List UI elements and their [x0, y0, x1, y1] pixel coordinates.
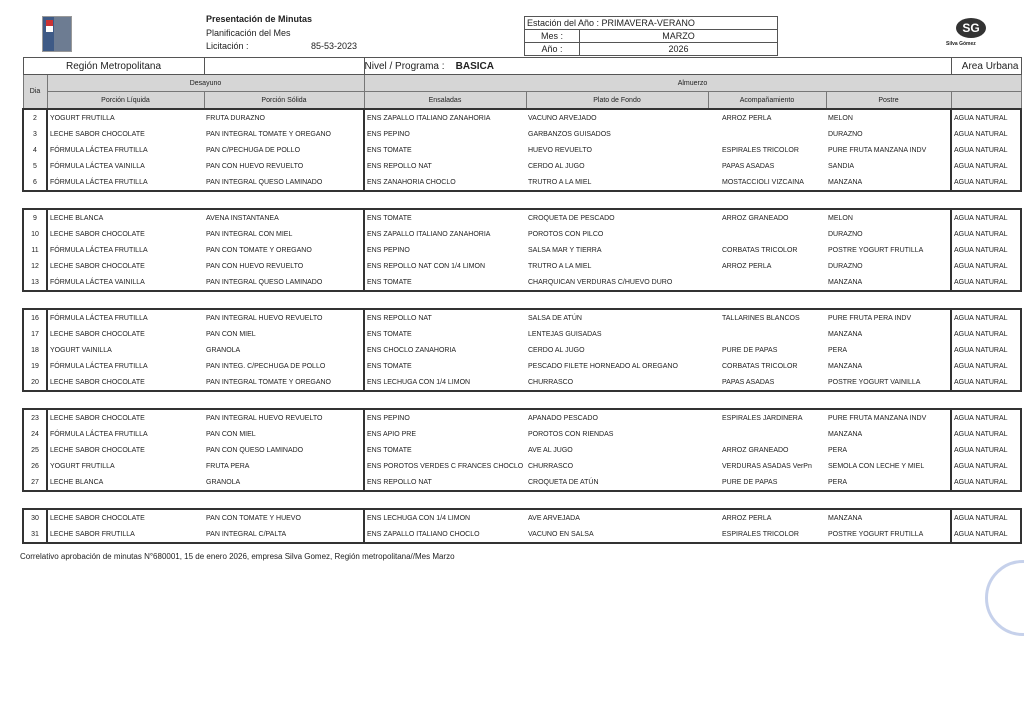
acomp-cell: PURE DE PAPAS: [708, 474, 826, 491]
liquida-cell: FÓRMULA LÁCTEA FRUTILLA: [50, 246, 148, 254]
liquida-cell: FÓRMULA LÁCTEA FRUTILLA: [50, 362, 148, 370]
day-cell: 9: [23, 209, 47, 226]
postre-cell: PERA: [826, 342, 951, 358]
postre-cell: MANZANA: [826, 326, 951, 342]
bebida-cell: AGUA NATURAL: [951, 226, 1021, 242]
anio-label: Año :: [525, 43, 580, 55]
postre-cell: DURAZNO: [826, 226, 951, 242]
week-gap: [23, 291, 1021, 309]
postre-cell: POSTRE YOGURT FRUTILLA: [826, 526, 951, 543]
table-row: [23, 274, 1021, 291]
col-bebida: [951, 92, 1021, 110]
day-cell: 11: [23, 242, 47, 258]
fondo-cell: AVE AL JUGO: [528, 446, 573, 454]
ensalada-cell: ENS TOMATE: [367, 330, 412, 338]
liquida-cell: FÓRMULA LÁCTEA VAINILLA: [50, 162, 145, 170]
acomp-cell: ARROZ PERLA: [722, 262, 772, 270]
ensalada-cell: ENS ZAPALLO ITALIANO ZANAHORIA: [364, 109, 526, 126]
table-row: [23, 258, 1021, 274]
table-row: [23, 509, 1021, 526]
postre-cell: MANZANA: [826, 358, 951, 374]
day-cell: 24: [23, 426, 47, 442]
gap-cell: [23, 191, 1021, 209]
fondo-cell: TRUTRO A LA MIEL: [526, 174, 708, 191]
ensalada-cell: ENS CHOCLO ZANAHORIA: [367, 346, 457, 354]
liquida-cell: FÓRMULA LÁCTEA FRUTILLA: [50, 430, 148, 438]
day-cell: 10: [23, 226, 47, 242]
fondo-cell: CROQUETA DE PESCADO: [526, 209, 708, 226]
ensalada-cell: ENS PEPINO: [367, 130, 410, 138]
bebida-cell: AGUA NATURAL: [951, 474, 1021, 491]
bebida-cell: AGUA NATURAL: [951, 526, 1021, 543]
table-row: [23, 158, 1021, 174]
ensalada-cell: ENS TOMATE: [364, 274, 526, 291]
solida-cell: PAN INTEG. C/PECHUGA DE POLLO: [204, 358, 364, 374]
ensalada-cell: ENS APIO PRE: [367, 430, 417, 438]
solida-cell: PAN CON TOMATE Y OREGANO: [204, 242, 364, 258]
day-cell: 26: [23, 458, 47, 474]
day-cell: 2: [23, 109, 47, 126]
postre-cell: MELON: [826, 209, 951, 226]
bebida-cell: AGUA NATURAL: [951, 409, 1021, 426]
gap-cell: [23, 391, 1021, 409]
day-cell: 17: [23, 326, 47, 342]
bebida-cell: AGUA NATURAL: [951, 509, 1021, 526]
solida-cell: PAN INTEGRAL C/PALTA: [204, 526, 364, 543]
anio-value: 2026: [668, 44, 689, 54]
gap-cell: [23, 291, 1021, 309]
fondo-cell: SALSA MAR Y TIERRA: [528, 246, 602, 254]
solida-cell: PAN CON HUEVO REVUELTO: [204, 258, 364, 274]
postre-cell: MANZANA: [826, 274, 951, 291]
bebida-cell: AGUA NATURAL: [951, 342, 1021, 358]
bebida-cell: AGUA NATURAL: [951, 458, 1021, 474]
bebida-cell: AGUA NATURAL: [951, 309, 1021, 326]
liquida-cell: LECHE SABOR CHOCOLATE: [47, 374, 204, 391]
bebida-cell: AGUA NATURAL: [951, 358, 1021, 374]
table-row: [23, 126, 1021, 142]
postre-cell: PERA: [826, 474, 951, 491]
postre-cell: PURE FRUTA MANZANA INDV: [826, 142, 951, 158]
gap-cell: [23, 491, 1021, 509]
table-row: [23, 442, 1021, 458]
day-cell: 30: [23, 509, 47, 526]
liquida-cell: LECHE SABOR FRUTILLA: [47, 526, 204, 543]
mes-label: Mes :: [525, 30, 580, 42]
ensalada-cell: ENS ZAPALLO ITALIANO CHOCLO: [364, 526, 526, 543]
acomp-cell: VERDURAS ASADAS VerPn: [722, 462, 812, 470]
table-row: [23, 309, 1021, 326]
solida-cell: PAN INTEGRAL TOMATE Y OREGANO: [204, 126, 364, 142]
solida-cell: PAN CON HUEVO REVUELTO: [204, 158, 364, 174]
solida-cell: PAN CON MIEL: [204, 426, 364, 442]
liquida-cell: YOGURT VAINILLA: [50, 346, 112, 354]
acomp-cell: ESPIRALES TRICOLOR: [708, 526, 826, 543]
day-cell: 19: [23, 358, 47, 374]
fondo-cell: POROTOS CON PILCO: [528, 230, 604, 238]
bebida-cell: AGUA NATURAL: [951, 426, 1021, 442]
bebida-cell: AGUA NATURAL: [951, 442, 1021, 458]
ensalada-cell: ENS PEPINO: [367, 246, 410, 254]
col-fondo: Plato de Fondo: [526, 92, 708, 110]
solida-cell: PAN INTEGRAL QUESO LAMINADO: [204, 274, 364, 291]
licitacion-label: Licitación :: [206, 41, 249, 51]
day-cell: 12: [23, 258, 47, 274]
fondo-cell: POROTOS CON RIENDAS: [528, 430, 614, 438]
liquida-cell: LECHE SABOR CHOCOLATE: [47, 409, 204, 426]
table-row: [23, 358, 1021, 374]
fondo-cell: VACUNO ARVEJADO: [526, 109, 708, 126]
day-cell: 25: [23, 442, 47, 458]
liquida-cell: YOGURT FRUTILLA: [50, 462, 115, 470]
acomp-cell: ARROZ PERLA: [708, 509, 826, 526]
ensalada-cell: ENS TOMATE: [367, 146, 412, 154]
fondo-cell: CHURRASCO: [528, 462, 574, 470]
liquida-cell: FÓRMULA LÁCTEA FRUTILLA: [50, 146, 148, 154]
table-row: [23, 142, 1021, 158]
acomp-cell: ESPIRALES JARDINERA: [708, 409, 826, 426]
bebida-cell: AGUA NATURAL: [951, 374, 1021, 391]
liquida-cell: LECHE SABOR CHOCOLATE: [50, 262, 145, 270]
table-row: [23, 326, 1021, 342]
day-cell: 4: [23, 142, 47, 158]
day-cell: 23: [23, 409, 47, 426]
postre-cell: SANDIA: [826, 158, 951, 174]
mes-value: MARZO: [662, 31, 695, 41]
acomp-cell: PAPAS ASADAS: [708, 374, 826, 391]
area-label: Area Urbana: [951, 58, 1021, 75]
table-row: [23, 474, 1021, 491]
day-cell: 3: [23, 126, 47, 142]
acomp-cell: ARROZ GRANEADO: [722, 446, 789, 454]
bebida-cell: AGUA NATURAL: [951, 242, 1021, 258]
day-cell: 18: [23, 342, 47, 358]
postre-cell: DURAZNO: [826, 258, 951, 274]
bebida-cell: AGUA NATURAL: [951, 142, 1021, 158]
week-gap: [23, 391, 1021, 409]
liquida-cell: LECHE SABOR CHOCOLATE: [50, 130, 145, 138]
liquida-cell: LECHE BLANCA: [47, 474, 204, 491]
region-label: Región Metropolitana: [23, 58, 204, 75]
ensalada-cell: ENS REPOLLO NAT CON 1/4 LIMON: [367, 262, 485, 270]
fondo-cell: LENTEJAS GUISADAS: [528, 330, 602, 338]
day-cell: 16: [23, 309, 47, 326]
solida-cell: PAN INTEGRAL TOMATE Y OREGANO: [204, 374, 364, 391]
liquida-cell: LECHE BLANCA: [47, 209, 204, 226]
liquida-cell: LECHE SABOR CHOCOLATE: [50, 446, 145, 454]
col-desayuno: Desayuno: [47, 75, 364, 92]
ensalada-cell: ENS TOMATE: [367, 362, 412, 370]
liquida-cell: YOGURT FRUTILLA: [47, 109, 204, 126]
company-logo-caption: Silva Gómez: [946, 41, 976, 47]
fondo-cell: VACUNO EN SALSA: [526, 526, 708, 543]
fondo-cell: CHARQUICAN VERDURAS C/HUEVO DURO: [526, 274, 708, 291]
postre-cell: MELON: [826, 109, 951, 126]
acomp-cell: [708, 426, 826, 442]
acomp-cell: [708, 326, 826, 342]
ensalada-cell: ENS POROTOS VERDES C FRANCES CHOCLO: [367, 462, 524, 470]
bebida-cell: AGUA NATURAL: [951, 258, 1021, 274]
fondo-cell: CROQUETA DE ATÚN: [526, 474, 708, 491]
postre-cell: SEMOLA CON LECHE Y MIEL: [826, 458, 951, 474]
bebida-cell: AGUA NATURAL: [951, 326, 1021, 342]
liquida-cell: FÓRMULA LÁCTEA VAINILLA: [47, 274, 204, 291]
solida-cell: FRUTA PERA: [204, 458, 364, 474]
solida-cell: AVENA INSTANTANEA: [204, 209, 364, 226]
acomp-cell: [708, 274, 826, 291]
solida-cell: PAN CON TOMATE Y HUEVO: [204, 509, 364, 526]
solida-cell: GRANOLA: [204, 474, 364, 491]
liquida-cell: FÓRMULA LÁCTEA FRUTILLA: [47, 174, 204, 191]
nivel-label: Nivel / Programa :: [364, 60, 445, 72]
week-gap: [23, 191, 1021, 209]
day-cell: 5: [23, 158, 47, 174]
solida-cell: PAN CON MIEL: [204, 326, 364, 342]
col-almuerzo: Almuerzo: [364, 75, 1021, 92]
bebida-cell: AGUA NATURAL: [951, 174, 1021, 191]
day-cell: 6: [23, 174, 47, 191]
postre-cell: MANZANA: [826, 174, 951, 191]
day-cell: 20: [23, 374, 47, 391]
fondo-cell: AVE ARVEJADA: [526, 509, 708, 526]
fondo-cell: HUEVO REVUELTO: [528, 146, 592, 154]
ensalada-cell: ENS ZAPALLO ITALIANO ZANAHORIA: [367, 230, 491, 238]
col-dia: Dia: [23, 75, 47, 110]
table-row: [23, 174, 1021, 191]
day-cell: 27: [23, 474, 47, 491]
acomp-cell: CORBATAS TRICOLOR: [722, 362, 798, 370]
col-liquida: Porción Líquida: [47, 92, 204, 110]
solida-cell: PAN C/PECHUGA DE POLLO: [204, 142, 364, 158]
table-row: [23, 226, 1021, 242]
acomp-cell: TALLARINES BLANCOS: [708, 309, 826, 326]
bebida-cell: AGUA NATURAL: [951, 109, 1021, 126]
solida-cell: PAN INTEGRAL QUESO LAMINADO: [204, 174, 364, 191]
acomp-cell: PURE DE PAPAS: [722, 346, 778, 354]
government-logo: [42, 16, 72, 52]
postre-cell: PURE FRUTA PERA INDV: [826, 309, 951, 326]
document-title: Presentación de Minutas: [206, 14, 313, 24]
acomp-cell: [708, 226, 826, 242]
acomp-cell: ESPIRALES TRICOLOR: [722, 146, 799, 154]
fondo-cell: APANADO PESCADO: [526, 409, 708, 426]
postre-cell: PERA: [826, 442, 951, 458]
acomp-cell: PAPAS ASADAS: [722, 162, 775, 170]
solida-cell: PAN CON QUESO LAMINADO: [204, 442, 364, 458]
document-subtitle: Planificación del Mes: [206, 28, 291, 38]
postre-cell: DURAZNO: [826, 126, 951, 142]
ensalada-cell: ENS TOMATE: [364, 209, 526, 226]
ensalada-cell: ENS REPOLLO NAT: [364, 309, 526, 326]
liquida-cell: LECHE SABOR CHOCOLATE: [50, 330, 145, 338]
fondo-cell: GARBANZOS GUISADOS: [528, 130, 611, 138]
day-cell: 31: [23, 526, 47, 543]
postre-cell: POSTRE YOGURT FRUTILLA: [826, 242, 951, 258]
footer-note: Correlativo aprobación de minutas N°680001, 15 de enero 2026, empresa Silva Gomez, Región metropolitana//Mes Marzo: [20, 552, 455, 561]
nivel-programa: [364, 58, 951, 75]
ensalada-cell: ENS LECHUGA CON 1/4 LIMON: [364, 374, 526, 391]
ensalada-cell: ENS TOMATE: [367, 446, 412, 454]
table-row: [23, 426, 1021, 442]
table-row: [23, 242, 1021, 258]
acomp-cell: CORBATAS TRICOLOR: [722, 246, 798, 254]
bebida-cell: AGUA NATURAL: [951, 209, 1021, 226]
liquida-cell: FÓRMULA LÁCTEA FRUTILLA: [47, 309, 204, 326]
week-gap: [23, 491, 1021, 509]
acomp-cell: ARROZ PERLA: [708, 109, 826, 126]
postre-cell: PURE FRUTA MANZANA INDV: [826, 409, 951, 426]
table-row: [23, 209, 1021, 226]
table-row: [23, 374, 1021, 391]
acomp-cell: ARROZ GRANEADO: [708, 209, 826, 226]
table-row: [23, 526, 1021, 543]
fondo-cell: SALSA DE ATÚN: [526, 309, 708, 326]
fondo-cell: TRUTRO A LA MIEL: [528, 262, 592, 270]
ensalada-cell: ENS ZANAHORIA CHOCLO: [364, 174, 526, 191]
company-logo: SG: [956, 18, 986, 38]
liquida-cell: LECHE SABOR CHOCOLATE: [50, 230, 145, 238]
fondo-cell: CHURRASCO: [526, 374, 708, 391]
fondo-cell: CERDO AL JUGO: [528, 162, 585, 170]
postre-cell: MANZANA: [826, 509, 951, 526]
postre-cell: POSTRE YOGURT VAINILLA: [826, 374, 951, 391]
ensalada-cell: ENS REPOLLO NAT: [364, 474, 526, 491]
ensalada-cell: ENS PEPINO: [364, 409, 526, 426]
season-line: Estación del Año : PRIMAVERA-VERANO: [527, 18, 695, 28]
bebida-cell: AGUA NATURAL: [951, 274, 1021, 291]
ensalada-cell: ENS REPOLLO NAT: [367, 162, 432, 170]
blank-cell: [204, 58, 364, 75]
menu-body: [23, 109, 1021, 543]
solida-cell: PAN INTEGRAL HUEVO REVUELTO: [204, 409, 364, 426]
ensalada-cell: ENS LECHUGA CON 1/4 LIMON: [364, 509, 526, 526]
col-postre: Postre: [826, 92, 951, 110]
solida-cell: FRUTA DURAZNO: [204, 109, 364, 126]
nivel-value: BASICA: [455, 60, 494, 72]
acomp-cell: MOSTACCIOLI VIZCAINA: [708, 174, 826, 191]
bebida-cell: AGUA NATURAL: [951, 126, 1021, 142]
table-row: [23, 458, 1021, 474]
season-box: [524, 16, 778, 56]
fondo-cell: CERDO AL JUGO: [528, 346, 585, 354]
postre-cell: MANZANA: [826, 426, 951, 442]
bebida-cell: AGUA NATURAL: [951, 158, 1021, 174]
col-ensaladas: Ensaladas: [364, 92, 526, 110]
day-cell: 13: [23, 274, 47, 291]
approval-stamp: [985, 560, 1024, 636]
solida-cell: PAN INTEGRAL HUEVO REVUELTO: [204, 309, 364, 326]
solida-cell: GRANOLA: [204, 342, 364, 358]
fondo-cell: PESCADO FILETE HORNEADO AL OREGANO: [528, 362, 678, 370]
solida-cell: PAN INTEGRAL CON MIEL: [204, 226, 364, 242]
liquida-cell: LECHE SABOR CHOCOLATE: [47, 509, 204, 526]
menu-table: [22, 57, 1022, 544]
licitacion-value: 85-53-2023: [311, 41, 358, 51]
acomp-cell: [708, 126, 826, 142]
col-solida: Porción Sólida: [204, 92, 364, 110]
table-row: [23, 109, 1021, 126]
col-acomp: Acompañamiento: [708, 92, 826, 110]
table-row: [23, 409, 1021, 426]
table-row: [23, 342, 1021, 358]
